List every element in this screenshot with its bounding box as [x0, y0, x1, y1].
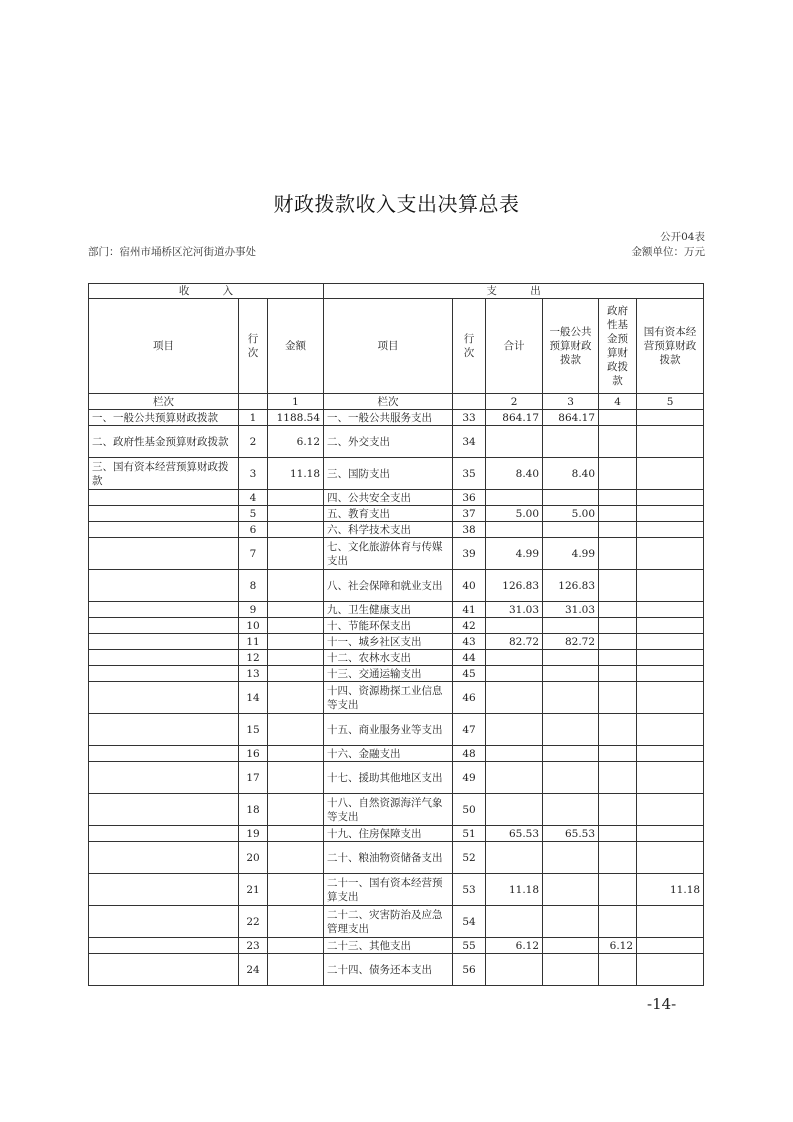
- expense-line-cell: 33: [453, 410, 486, 426]
- income-line-cell: 22: [239, 906, 268, 938]
- expense-total-cell: 864.17: [486, 410, 543, 426]
- header-income-item: 项目: [89, 299, 239, 394]
- expense-state-cell: [637, 426, 704, 458]
- table-row: [89, 682, 704, 714]
- income-amount-cell: [268, 650, 324, 666]
- expense-line-cell: 46: [453, 682, 486, 714]
- expense-total-cell: 6.12: [486, 938, 543, 954]
- expense-general-cell: [543, 762, 599, 794]
- index-expense-fund: 4: [599, 394, 637, 410]
- expense-item-cell: 一、一般公共服务支出: [324, 410, 453, 426]
- expense-state-cell: [637, 906, 704, 938]
- header-expense-total: 合计: [486, 299, 543, 394]
- expense-line-cell: 52: [453, 842, 486, 874]
- expense-general-cell: 65.53: [543, 826, 599, 842]
- expense-fund-cell: [599, 874, 637, 906]
- table-row: [89, 794, 704, 826]
- income-item-cell: [89, 570, 239, 602]
- income-line-cell: 23: [239, 938, 268, 954]
- expense-state-cell: [637, 842, 704, 874]
- expense-state-cell: [637, 490, 704, 506]
- income-line-cell: 6: [239, 522, 268, 538]
- expense-total-cell: [486, 666, 543, 682]
- expense-item-cell: 十五、商业服务业等支出: [324, 714, 453, 746]
- income-line-cell: 20: [239, 842, 268, 874]
- expense-item-cell: 十六、金融支出: [324, 746, 453, 762]
- expense-line-cell: 44: [453, 650, 486, 666]
- expense-item-cell: 二十四、债务还本支出: [324, 954, 453, 986]
- expense-item-cell: 二十三、其他支出: [324, 938, 453, 954]
- expense-state-cell: [637, 602, 704, 618]
- income-item-cell: [89, 618, 239, 634]
- form-number: 公开04表: [660, 231, 705, 243]
- table-row: [89, 874, 704, 906]
- expense-general-cell: 31.03: [543, 602, 599, 618]
- expense-fund-cell: [599, 746, 637, 762]
- income-line-cell: 9: [239, 602, 268, 618]
- expense-general-cell: [543, 874, 599, 906]
- expense-state-cell: [637, 522, 704, 538]
- expense-fund-cell: [599, 570, 637, 602]
- expense-total-cell: [486, 954, 543, 986]
- expense-line-cell: 55: [453, 938, 486, 954]
- income-item-cell: [89, 634, 239, 650]
- income-line-cell: 21: [239, 874, 268, 906]
- income-amount-cell: [268, 682, 324, 714]
- expense-general-cell: 4.99: [543, 538, 599, 570]
- expense-general-cell: 5.00: [543, 506, 599, 522]
- expense-state-cell: [637, 570, 704, 602]
- expense-general-cell: [543, 666, 599, 682]
- income-amount-cell: [268, 570, 324, 602]
- expense-fund-cell: 6.12: [599, 938, 637, 954]
- expense-line-cell: 50: [453, 794, 486, 826]
- index-expense-item: 栏次: [324, 394, 453, 410]
- expense-total-cell: 82.72: [486, 634, 543, 650]
- table-row: [89, 522, 704, 538]
- expense-total-cell: [486, 682, 543, 714]
- income-section-header: 收 入: [89, 284, 324, 299]
- expense-line-cell: 45: [453, 666, 486, 682]
- expense-item-cell: 二十二、灾害防治及应急管理支出: [324, 906, 453, 938]
- expense-line-cell: 54: [453, 906, 486, 938]
- income-amount-cell: [268, 522, 324, 538]
- expense-total-cell: [486, 842, 543, 874]
- expense-state-cell: [637, 410, 704, 426]
- header-income-amount: 金额: [268, 299, 324, 394]
- expense-fund-cell: [599, 954, 637, 986]
- expense-general-cell: [543, 938, 599, 954]
- expense-total-cell: [486, 522, 543, 538]
- income-line-cell: 7: [239, 538, 268, 570]
- expense-line-cell: 53: [453, 874, 486, 906]
- income-item-cell: [89, 746, 239, 762]
- expense-state-cell: [637, 618, 704, 634]
- expense-fund-cell: [599, 762, 637, 794]
- expense-general-cell: 82.72: [543, 634, 599, 650]
- income-amount-cell: [268, 714, 324, 746]
- expense-general-cell: [543, 906, 599, 938]
- income-amount-cell: [268, 874, 324, 906]
- income-line-cell: 5: [239, 506, 268, 522]
- expense-state-cell: 11.18: [637, 874, 704, 906]
- expense-general-cell: [543, 794, 599, 826]
- expense-state-cell: [637, 794, 704, 826]
- index-expense-state: 5: [637, 394, 704, 410]
- expense-state-cell: [637, 538, 704, 570]
- expense-line-cell: 39: [453, 538, 486, 570]
- income-item-cell: [89, 602, 239, 618]
- table-row: [89, 570, 704, 602]
- income-line-cell: 8: [239, 570, 268, 602]
- expense-general-cell: [543, 842, 599, 874]
- expense-general-cell: [543, 490, 599, 506]
- income-item-cell: [89, 874, 239, 906]
- income-line-cell: 18: [239, 794, 268, 826]
- header-expense-state: 国有资本经营预算财政拨款: [637, 299, 704, 394]
- income-amount-cell: [268, 762, 324, 794]
- table-row: [89, 954, 704, 986]
- expense-item-cell: 十二、农林水支出: [324, 650, 453, 666]
- income-line-cell: 3: [239, 458, 268, 490]
- table-row: [89, 666, 704, 682]
- expense-fund-cell: [599, 602, 637, 618]
- expense-total-cell: 11.18: [486, 874, 543, 906]
- expense-total-cell: [486, 746, 543, 762]
- expense-item-cell: 八、社会保障和就业支出: [324, 570, 453, 602]
- expense-fund-cell: [599, 506, 637, 522]
- document-title: 财政拨款收入支出决算总表: [273, 192, 520, 216]
- income-amount-cell: [268, 746, 324, 762]
- expense-item-cell: 十八、自然资源海洋气象等支出: [324, 794, 453, 826]
- income-item-cell: [89, 650, 239, 666]
- table-row: [89, 458, 704, 490]
- expense-state-cell: [637, 714, 704, 746]
- index-expense-line: [453, 394, 486, 410]
- table-row: [89, 842, 704, 874]
- income-line-cell: 4: [239, 490, 268, 506]
- expense-item-cell: 三、国防支出: [324, 458, 453, 490]
- expense-state-cell: [637, 938, 704, 954]
- table-row: [89, 602, 704, 618]
- income-amount-cell: [268, 490, 324, 506]
- expense-state-cell: [637, 666, 704, 682]
- header-expense-fund: 政府性基金预算财政拨款: [599, 299, 637, 394]
- income-item-cell: [89, 714, 239, 746]
- income-item-cell: 二、政府性基金预算财政拨款: [89, 426, 239, 458]
- expense-line-cell: 56: [453, 954, 486, 986]
- income-amount-cell: [268, 794, 324, 826]
- table-row: [89, 618, 704, 634]
- table-row: [89, 490, 704, 506]
- expense-total-cell: [486, 794, 543, 826]
- expense-line-cell: 38: [453, 522, 486, 538]
- expense-state-cell: [637, 458, 704, 490]
- expense-total-cell: 4.99: [486, 538, 543, 570]
- expense-general-cell: [543, 746, 599, 762]
- table-row: [89, 538, 704, 570]
- expense-line-cell: 41: [453, 602, 486, 618]
- income-item-cell: [89, 954, 239, 986]
- expense-item-cell: 十三、交通运输支出: [324, 666, 453, 682]
- expense-fund-cell: [599, 794, 637, 826]
- expense-general-cell: [543, 714, 599, 746]
- expense-state-cell: [637, 826, 704, 842]
- expense-general-cell: [543, 682, 599, 714]
- income-item-cell: 一、一般公共预算财政拨款: [89, 410, 239, 426]
- income-item-cell: [89, 794, 239, 826]
- table-row: [89, 650, 704, 666]
- income-amount-cell: [268, 906, 324, 938]
- income-item-cell: [89, 682, 239, 714]
- expense-total-cell: [486, 906, 543, 938]
- table-row: [89, 426, 704, 458]
- expense-total-cell: [486, 490, 543, 506]
- income-item-cell: [89, 842, 239, 874]
- income-item-cell: [89, 506, 239, 522]
- income-item-cell: [89, 906, 239, 938]
- fiscal-appropriation-summary-table: [88, 283, 704, 986]
- expense-general-cell: 126.83: [543, 570, 599, 602]
- income-line-cell: 16: [239, 746, 268, 762]
- expense-fund-cell: [599, 490, 637, 506]
- expense-fund-cell: [599, 714, 637, 746]
- expense-general-cell: [543, 650, 599, 666]
- income-line-cell: 15: [239, 714, 268, 746]
- income-item-cell: [89, 490, 239, 506]
- expense-line-cell: 48: [453, 746, 486, 762]
- expense-section-header: 支 出: [324, 284, 704, 299]
- page-number: -14-: [647, 995, 677, 1013]
- header-expense-line: 行次: [453, 299, 486, 394]
- expense-item-cell: 二十一、国有资本经营预算支出: [324, 874, 453, 906]
- expense-fund-cell: [599, 666, 637, 682]
- table-row: [89, 410, 704, 426]
- expense-fund-cell: [599, 826, 637, 842]
- expense-general-cell: 8.40: [543, 458, 599, 490]
- expense-general-cell: [543, 522, 599, 538]
- income-line-cell: 11: [239, 634, 268, 650]
- expense-line-cell: 37: [453, 506, 486, 522]
- expense-fund-cell: [599, 410, 637, 426]
- income-amount-cell: 1188.54: [268, 410, 324, 426]
- income-item-cell: [89, 762, 239, 794]
- expense-state-cell: [637, 650, 704, 666]
- expense-line-cell: 43: [453, 634, 486, 650]
- income-item-cell: [89, 666, 239, 682]
- income-amount-cell: 11.18: [268, 458, 324, 490]
- expense-fund-cell: [599, 618, 637, 634]
- income-line-cell: 14: [239, 682, 268, 714]
- section-header-row: [89, 284, 704, 299]
- expense-total-cell: [486, 762, 543, 794]
- expense-total-cell: 126.83: [486, 570, 543, 602]
- index-income-line: [239, 394, 268, 410]
- expense-item-cell: 十七、援助其他地区支出: [324, 762, 453, 794]
- income-amount-cell: [268, 954, 324, 986]
- table-row: [89, 938, 704, 954]
- income-line-cell: 19: [239, 826, 268, 842]
- table-row: [89, 762, 704, 794]
- expense-item-cell: 二十、粮油物资储备支出: [324, 842, 453, 874]
- expense-line-cell: 36: [453, 490, 486, 506]
- income-amount-cell: [268, 938, 324, 954]
- expense-line-cell: 49: [453, 762, 486, 794]
- expense-item-cell: 十一、城乡社区支出: [324, 634, 453, 650]
- expense-fund-cell: [599, 906, 637, 938]
- expense-item-cell: 四、公共安全支出: [324, 490, 453, 506]
- income-amount-cell: [268, 602, 324, 618]
- expense-state-cell: [637, 762, 704, 794]
- table-row: [89, 634, 704, 650]
- expense-item-cell: 十、节能环保支出: [324, 618, 453, 634]
- income-amount-cell: [268, 666, 324, 682]
- expense-item-cell: 十四、资源勘探工业信息等支出: [324, 682, 453, 714]
- income-amount-cell: [268, 826, 324, 842]
- table-row: [89, 714, 704, 746]
- expense-total-cell: 8.40: [486, 458, 543, 490]
- table-row: [89, 906, 704, 938]
- expense-line-cell: 42: [453, 618, 486, 634]
- column-header-row: [89, 299, 704, 394]
- income-line-cell: 2: [239, 426, 268, 458]
- income-amount-cell: [268, 634, 324, 650]
- expense-general-cell: [543, 954, 599, 986]
- expense-total-cell: 65.53: [486, 826, 543, 842]
- expense-total-cell: 5.00: [486, 506, 543, 522]
- expense-fund-cell: [599, 538, 637, 570]
- expense-item-cell: 六、科学技术支出: [324, 522, 453, 538]
- expense-general-cell: [543, 426, 599, 458]
- expense-fund-cell: [599, 426, 637, 458]
- expense-item-cell: 九、卫生健康支出: [324, 602, 453, 618]
- expense-state-cell: [637, 954, 704, 986]
- expense-fund-cell: [599, 650, 637, 666]
- expense-total-cell: [486, 650, 543, 666]
- expense-line-cell: 51: [453, 826, 486, 842]
- expense-fund-cell: [599, 842, 637, 874]
- income-item-cell: 三、国有资本经营预算财政拨款: [89, 458, 239, 490]
- income-amount-cell: [268, 538, 324, 570]
- expense-fund-cell: [599, 458, 637, 490]
- expense-item-cell: 二、外交支出: [324, 426, 453, 458]
- expense-general-cell: [543, 618, 599, 634]
- department-label: 部门：宿州市埇桥区沱河街道办事处: [88, 246, 256, 258]
- expense-line-cell: 34: [453, 426, 486, 458]
- index-expense-general: 3: [543, 394, 599, 410]
- expense-state-cell: [637, 634, 704, 650]
- expense-state-cell: [637, 682, 704, 714]
- income-line-cell: 17: [239, 762, 268, 794]
- column-index-row: [89, 394, 704, 410]
- income-amount-cell: [268, 618, 324, 634]
- expense-general-cell: 864.17: [543, 410, 599, 426]
- income-item-cell: [89, 938, 239, 954]
- header-income-line: 行次: [239, 299, 268, 394]
- index-income-amount: 1: [268, 394, 324, 410]
- expense-total-cell: [486, 426, 543, 458]
- income-line-cell: 1: [239, 410, 268, 426]
- income-line-cell: 13: [239, 666, 268, 682]
- income-line-cell: 12: [239, 650, 268, 666]
- expense-state-cell: [637, 506, 704, 522]
- index-income-item: 栏次: [89, 394, 239, 410]
- expense-fund-cell: [599, 682, 637, 714]
- table-row: [89, 746, 704, 762]
- table-row: [89, 826, 704, 842]
- expense-fund-cell: [599, 522, 637, 538]
- amount-unit-label: 金额单位：万元: [631, 246, 705, 258]
- income-amount-cell: [268, 842, 324, 874]
- header-expense-item: 项目: [324, 299, 453, 394]
- expense-item-cell: 七、文化旅游体育与传媒支出: [324, 538, 453, 570]
- income-item-cell: [89, 538, 239, 570]
- index-expense-total: 2: [486, 394, 543, 410]
- income-item-cell: [89, 522, 239, 538]
- expense-item-cell: 十九、住房保障支出: [324, 826, 453, 842]
- expense-line-cell: 47: [453, 714, 486, 746]
- expense-total-cell: [486, 618, 543, 634]
- income-amount-cell: [268, 506, 324, 522]
- income-item-cell: [89, 826, 239, 842]
- expense-item-cell: 五、教育支出: [324, 506, 453, 522]
- income-amount-cell: 6.12: [268, 426, 324, 458]
- income-line-cell: 10: [239, 618, 268, 634]
- income-line-cell: 24: [239, 954, 268, 986]
- expense-total-cell: 31.03: [486, 602, 543, 618]
- expense-line-cell: 35: [453, 458, 486, 490]
- expense-state-cell: [637, 746, 704, 762]
- expense-line-cell: 40: [453, 570, 486, 602]
- table-row: [89, 506, 704, 522]
- expense-fund-cell: [599, 634, 637, 650]
- header-expense-general: 一般公共预算财政拨款: [543, 299, 599, 394]
- expense-total-cell: [486, 714, 543, 746]
